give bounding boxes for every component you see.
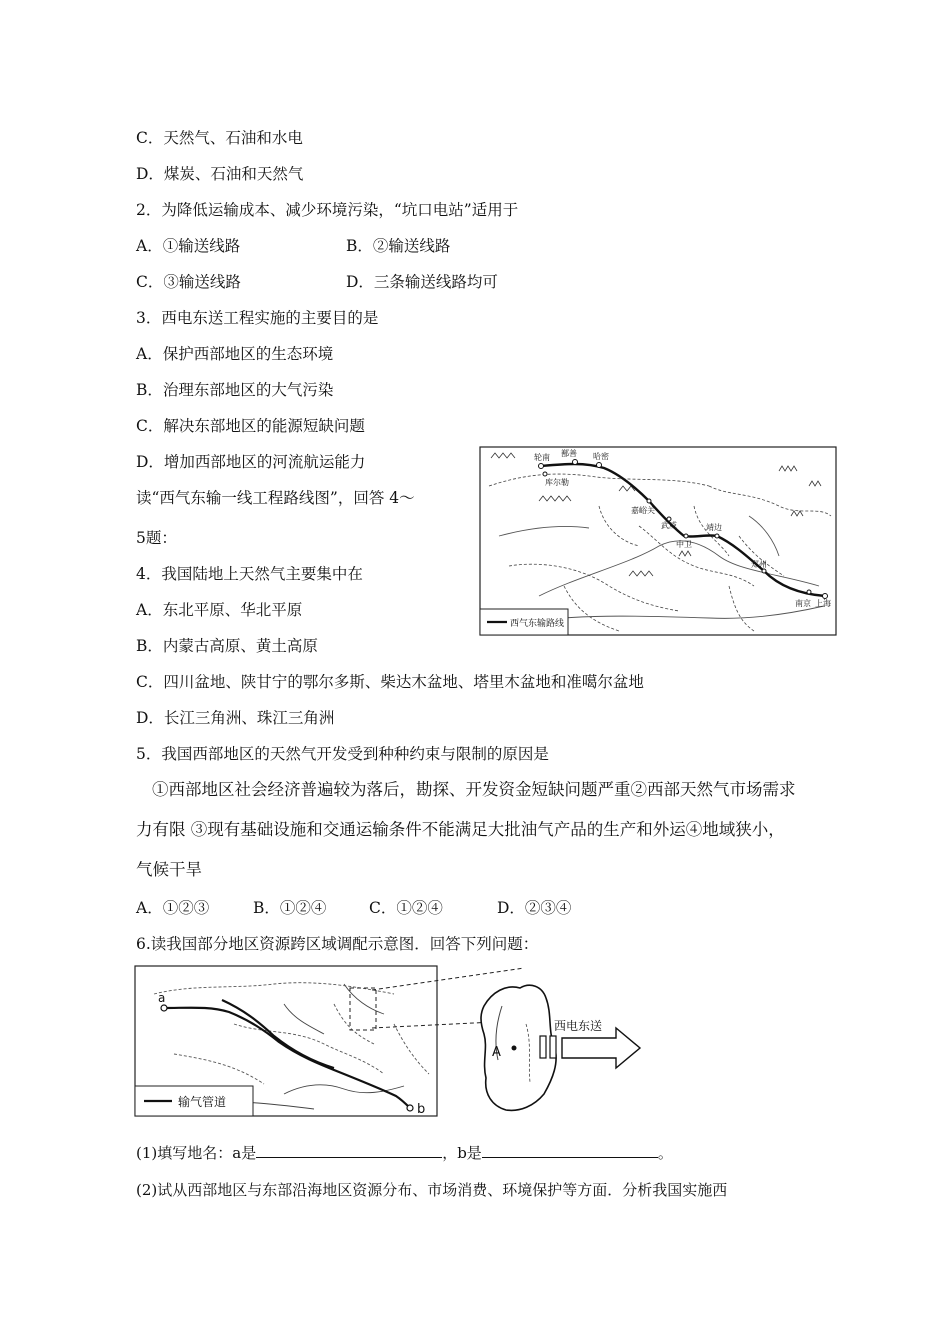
- map1-place-hami: 哈密: [593, 452, 609, 461]
- q2-option-b: B．②输送线路: [346, 237, 451, 255]
- q2-option-a: A．①输送线路: [136, 237, 241, 255]
- resource-allocation-map: [134, 964, 644, 1120]
- map1-place-zhongwei: 中卫: [676, 540, 692, 549]
- q4-option-d: D．长江三角洲、珠江三角洲: [136, 709, 335, 727]
- q3-option-b: B．治理东部地区的大气污染: [136, 381, 334, 399]
- read-prompt-line2: 5题：: [136, 529, 177, 547]
- map2-arrow-label: 西电东送: [554, 1019, 603, 1033]
- q5-option-b: B．①②④: [253, 899, 327, 917]
- map1-place-wuwei: 武威: [661, 521, 677, 530]
- q6-part1-end: 。: [657, 1144, 673, 1162]
- q2-stem: 2．为降低运输成本、减少环境污染，“坑口电站”适用于: [136, 201, 519, 219]
- map1-legend-label: 西气东输路线: [510, 619, 565, 629]
- q4-stem: 4．我国陆地上天然气主要集中在: [136, 565, 363, 583]
- q4-option-c: C．四川盆地、陕甘宁的鄂尔多斯、柴达木盆地、塔里木盆地和准噶尔盆地: [136, 673, 644, 691]
- map1-place-jingbian: 靖边: [706, 523, 722, 532]
- q3-option-a: A．保护西部地区的生态环境: [136, 345, 334, 363]
- map1-place-nanjing: 南京: [795, 599, 811, 608]
- q3-option-c: C．解决东部地区的能源短缺问题: [136, 417, 365, 435]
- q1-option-d: D．煤炭、石油和天然气: [136, 165, 304, 183]
- map2-label-b: b: [417, 1102, 426, 1117]
- q2-option-c: C．③输送线路: [136, 273, 241, 291]
- map1-place-shanshan: 鄯善: [561, 449, 577, 458]
- q6-part1-prefix: (1)填写地名：a是: [136, 1144, 257, 1162]
- q5-premise-line3: 气候干旱: [136, 860, 202, 879]
- q6-part2: (2)试从西部地区与东部沿海地区资源分布、市场消费、环境保护等方面．分析我国实施西: [136, 1181, 728, 1199]
- q3-stem: 3．西电东送工程实施的主要目的是: [136, 309, 379, 327]
- map1-place-zhengzhou: 郑州: [751, 560, 767, 569]
- map2-legend-label: 输气管道: [178, 1095, 227, 1109]
- q5-premise-line2: 力有限 ③现有基础设施和交通运输条件不能满足大批油气产品的生产和外运④地域狭小，: [136, 820, 785, 839]
- map1-place-korla: 库尔勒: [545, 478, 569, 487]
- q1-option-c: C．天然气、石油和水电: [136, 129, 303, 147]
- map1-place-jiayuguan: 嘉峪关: [631, 506, 655, 515]
- map2-label-a: a: [158, 991, 166, 1005]
- map1-place-shanghai: 上海: [815, 599, 831, 608]
- q5-option-a: A．①②③: [136, 899, 210, 917]
- q6-stem: 6.读我国部分地区资源跨区域调配示意图．回答下列问题：: [136, 935, 539, 953]
- q6-part1: [136, 1143, 673, 1163]
- q4-option-a: A．东北平原、华北平原: [136, 601, 303, 619]
- map2-label-region-A: A: [492, 1045, 501, 1060]
- map1-place-lunnan: 轮南: [534, 453, 550, 462]
- q5-option-c: C．①②④: [369, 899, 443, 917]
- q3-option-d: D．增加西部地区的河流航运能力: [136, 453, 366, 471]
- answer-blank-a[interactable]: [256, 1143, 442, 1158]
- answer-blank-b[interactable]: [482, 1143, 658, 1158]
- west-east-gas-pipeline-map: [479, 446, 837, 636]
- q5-premise-line1: ①西部地区社会经济普遍较为落后，勘探、开发资金短缺问题严重②西部天然气市场需求: [152, 780, 796, 799]
- q6-part1-mid: ，b是: [442, 1144, 482, 1162]
- q5-stem: 5．我国西部地区的天然气开发受到种种约束与限制的原因是: [136, 745, 549, 763]
- read-prompt-line1: 读“西气东输一线工程路线图”，回答 4～: [136, 489, 415, 507]
- q4-option-b: B．内蒙古高原、黄土高原: [136, 637, 318, 655]
- q5-option-d: D．②③④: [497, 899, 572, 917]
- q2-option-d: D．三条输送线路均可: [346, 273, 498, 291]
